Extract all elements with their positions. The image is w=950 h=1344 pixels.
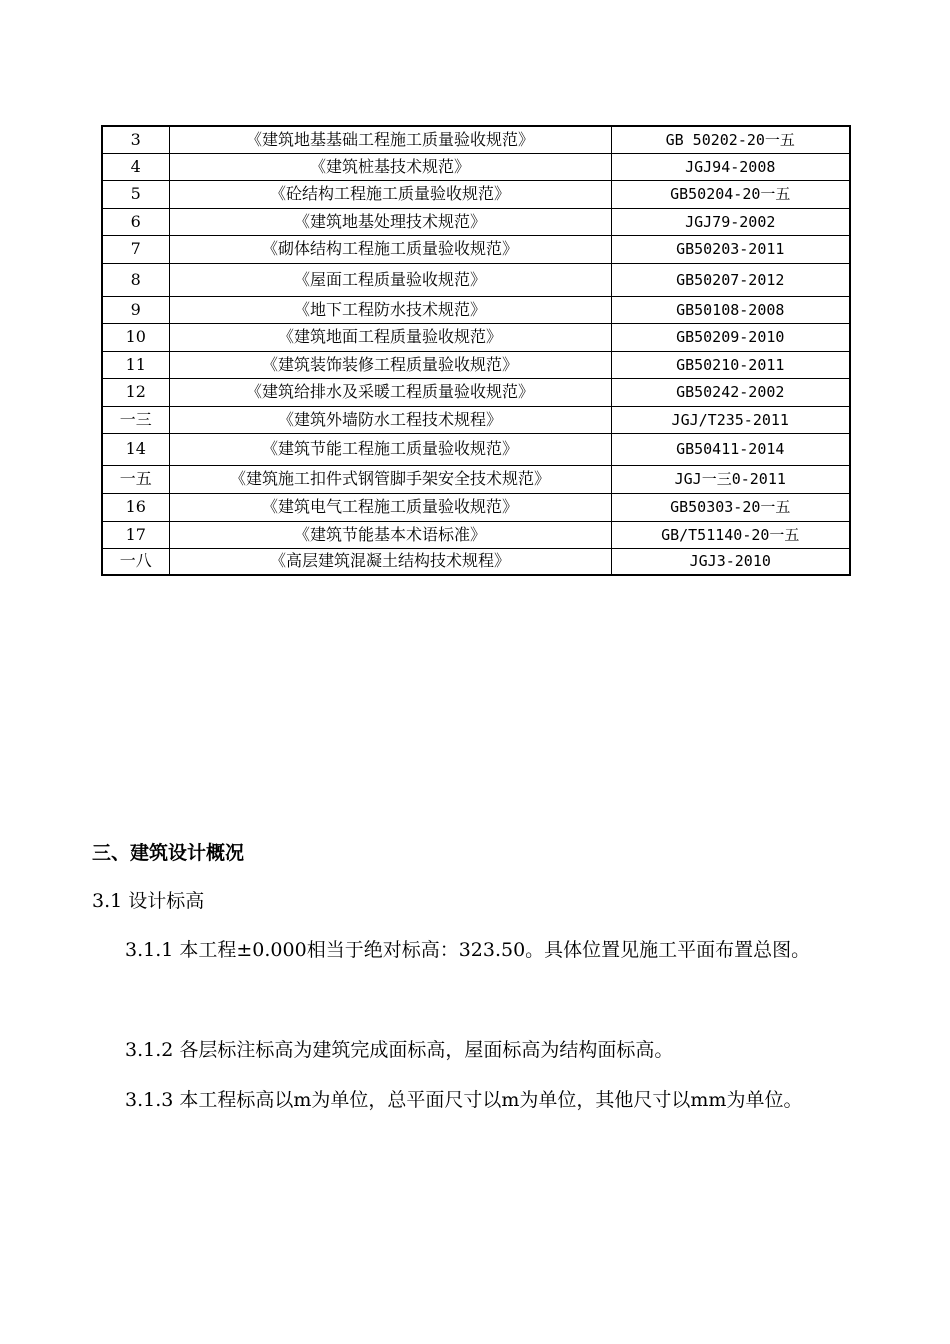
standard-code: GB50203-2011 [611, 235, 850, 263]
table-row [102, 378, 850, 406]
table-row [102, 235, 850, 263]
standard-name: 《建筑外墙防水工程技术规程》 [169, 406, 611, 433]
table-row [102, 263, 850, 296]
standard-code: JGJ94-2008 [611, 153, 850, 180]
standard-name: 《高层建筑混凝土结构技术规程》 [169, 548, 611, 575]
section-title: 三、建筑设计概况 [92, 842, 245, 864]
row-number: 14 [102, 433, 169, 465]
paragraph-3-1-2: 3.1.2 各层标注标高为建筑完成面标高，屋面标高为结构面标高。 [125, 1039, 674, 1061]
standard-name: 《砼结构工程施工质量验收规范》 [169, 180, 611, 208]
paragraph-3-1-1: 3.1.1 本工程±0.000相当于绝对标高：323.50。具体位置见施工平面布置总图。 [125, 939, 811, 961]
row-number: 3 [102, 126, 169, 153]
standard-code: JGJ79-2002 [611, 208, 850, 235]
standard-code: JGJ/T235-2011 [611, 406, 850, 433]
paragraph-3-1-3: 3.1.3 本工程标高以m为单位，总平面尺寸以m为单位，其他尺寸以mm为单位。 [125, 1089, 803, 1111]
standard-code: JGJ一三0-2011 [611, 465, 850, 493]
standard-code: GB50242-2002 [611, 378, 850, 406]
row-number: 12 [102, 378, 169, 406]
standard-name: 《建筑节能基本术语标准》 [169, 521, 611, 548]
standard-name: 《建筑给排水及采暖工程质量验收规范》 [169, 378, 611, 406]
standard-code: GB50209-2010 [611, 323, 850, 351]
standard-code: GB50411-2014 [611, 433, 850, 465]
standard-code: GB/T51140-20一五 [611, 521, 850, 548]
table-row [102, 406, 850, 433]
standard-code: JGJ3-2010 [611, 548, 850, 575]
subsection-title: 3.1 设计标高 [92, 890, 205, 912]
row-number: 6 [102, 208, 169, 235]
table-row [102, 126, 850, 153]
row-number: 8 [102, 263, 169, 296]
standard-code: GB50210-2011 [611, 351, 850, 378]
standard-name: 《建筑桩基技术规范》 [169, 153, 611, 180]
standard-name: 《建筑节能工程施工质量验收规范》 [169, 433, 611, 465]
table-row [102, 493, 850, 521]
row-number: 4 [102, 153, 169, 180]
standard-code: GB50108-2008 [611, 296, 850, 323]
standard-name: 《屋面工程质量验收规范》 [169, 263, 611, 296]
table-row [102, 153, 850, 180]
standard-name: 《建筑地基基础工程施工质量验收规范》 [169, 126, 611, 153]
table-row [102, 180, 850, 208]
row-number: 11 [102, 351, 169, 378]
standard-name: 《地下工程防水技术规范》 [169, 296, 611, 323]
row-number: 7 [102, 235, 169, 263]
row-number: 5 [102, 180, 169, 208]
row-number: 一三 [102, 406, 169, 433]
row-number: 9 [102, 296, 169, 323]
table-row [102, 521, 850, 548]
standard-name: 《建筑装饰装修工程质量验收规范》 [169, 351, 611, 378]
table-row [102, 548, 850, 575]
row-number: 一五 [102, 465, 169, 493]
table-row [102, 208, 850, 235]
standards-table [101, 125, 851, 576]
standard-name: 《建筑施工扣件式钢管脚手架安全技术规范》 [169, 465, 611, 493]
standard-code: GB50204-20一五 [611, 180, 850, 208]
standard-code: GB50303-20一五 [611, 493, 850, 521]
row-number: 一八 [102, 548, 169, 575]
standard-code: GB 50202-20一五 [611, 126, 850, 153]
row-number: 10 [102, 323, 169, 351]
table-row [102, 296, 850, 323]
standard-name: 《建筑电气工程施工质量验收规范》 [169, 493, 611, 521]
standard-name: 《建筑地基处理技术规范》 [169, 208, 611, 235]
standard-name: 《建筑地面工程质量验收规范》 [169, 323, 611, 351]
standard-code: GB50207-2012 [611, 263, 850, 296]
table-row [102, 433, 850, 465]
table-row [102, 351, 850, 378]
table-row [102, 465, 850, 493]
row-number: 17 [102, 521, 169, 548]
row-number: 16 [102, 493, 169, 521]
standard-name: 《砌体结构工程施工质量验收规范》 [169, 235, 611, 263]
standards-table-body [102, 126, 850, 575]
table-row [102, 323, 850, 351]
